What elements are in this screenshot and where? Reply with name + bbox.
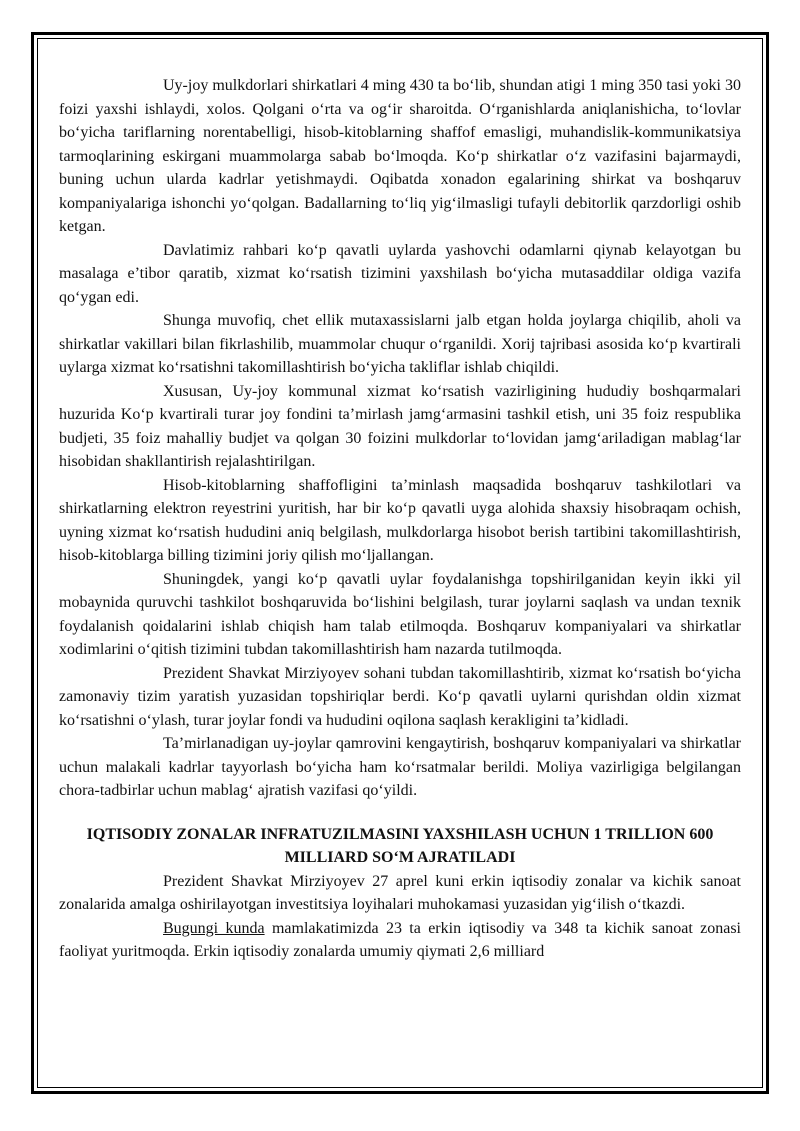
paragraph-3: Shunga muvofiq, chet ellik mutaxassislarni jalb etgan holda joylarga chiqilib, aholi va shirkatlar vakillari bilan fikrlashilib, muammolar chuqur o‘rganildi. Xorij tajribasi asosida ko‘p kvartirali uylarga xizmat ko‘rsatishni takomillashtirish bo‘yicha takliflar ishlab chiqildi. [59,312,741,376]
paragraph-2: Davlatimiz rahbari ko‘p qavatli uylarda yashovchi odamlarni qiynab kelayotgan bu masalaga e’tibor qaratib, xizmat ko‘rsatish tizimini yaxshilash bo‘yicha mutasaddilar oldiga vazifa qo‘ygan edi. [59,241,741,306]
paragraph-9: Prezident Shavkat Mirziyoyev 27 aprel kuni erkin iqtisodiy zonalar va kichik sanoat zonalarida amalga oshirilayotgan investitsiya loyihalari muhokamasi yuzasidan yig‘ilish o‘tkazdi. [59,872,741,913]
paragraph-1: Uy-joy mulkdorlari shirkatlari 4 ming 430 ta bo‘lib, shundan atigi 1 ming 350 tasi yoki 30 foizi yaxshi ishlaydi, xolos. Qolgani o‘rta va og‘ir sharoitda. O‘rganishlarda aniqlanishicha, to‘lovlar bo‘yicha tariflarning norentabelligi, hisob-kitoblarning shaffof emasligi, muhandislik-kommunikatsiya tarmoqlarining eskirgani muammolarga sabab bo‘lmoqda. Ko‘p shirkatlar o‘z vazifasini bajarmaydi, buning uchun ularda kadrlar yetishmaydi. Oqibatda xonadon egalarining shirkat va boshqaruv kompaniyalariga ishonchi yo‘qolgan. Badallarning to‘liq yig‘ilmasligi tufayli debitorlik qarzdorligi oshib ketgan. [59,77,741,235]
paragraph-5: Hisob-kitoblarning shaffofligini ta’minlash maqsadida boshqaruv tashkilotlari va shirkatlarning elektron reyestrini yuritish, har bir ko‘p qavatli uyga alohida shaxsiy hisobraqam ochish, uyning xizmat ko‘rsatish hududini aniq belgilash, mulkdorlarga hisobot berish tartibini takomillashtirish, hisob-kitoblarga billing tizimini joriy qilish mo‘ljallangan. [59,476,741,564]
section-heading: IQTISODIY ZONALAR INFRATUZILMASINI YAXSHILASH UCHUN 1 TRILLION 600 MILLIARD SO‘M AJRATILADI [86,825,714,866]
paragraph-7: Prezident Shavkat Mirziyoyev sohani tubdan takomillashtirib, xizmat ko‘rsatish bo‘yicha zamonaviy tizim yaratish yuzasidan topshiriqlar berdi. Ko‘p qavatli uylarni qurishdan oldin xizmat ko‘rsatishni o‘ylash, turar joylar fondi va hududini oqilona saqlash kerakligini ta’kidladi. [59,664,741,729]
document-body [59,74,741,964]
paragraph-10-text: mamlakatimizda 23 ta erkin iqtisodiy va 348 ta kichik sanoat zonasi faoliyat yuritmoqda. Erkin iqtisodiy zonalarda umumiy qiymati 2,6 milliard [59,919,742,960]
paragraph-10 [59,917,741,964]
paragraph-6: Shuningdek, yangi ko‘p qavatli uylar foydalanishga topshirilganidan keyin ikki yil mobaynida quruvchi tashkilot boshqaruvida bo‘lishini belgilash, turar joylarni saqlash va undan texnik foydalanish qoidalarini ishlab chiqish ham talab etilmoqda. Boshqaruv kompaniyalari va shirkatlar xodimlarini o‘qitish tizimini tubdan takomillashtirish ham nazarda tutilmoqda. [59,570,741,658]
underlined-phrase: Bugungi kunda [163,919,265,937]
paragraph-8: Ta’mirlanadigan uy-joylar qamrovini kengaytirish, boshqaruv kompaniyalari va shirkatlar uchun malakali kadrlar tayyorlash bo‘yicha ham ko‘rsatmalar berildi. Moliya vazirligiga belgilangan chora-tadbirlar uchun mablag‘ ajratish vazifasi qo‘yildi. [59,735,741,799]
paragraph-4: Xususan, Uy-joy kommunal xizmat ko‘rsatish vazirligining hududiy boshqarmalari huzurida Ko‘p kvartirali turar joy fondini ta’mirlash jamg‘armasini tashkil etish, uni 35 foiz respublika budjeti, 35 foiz mahalliy budjet va qolgan 30 foizini mulkdorlar to‘lovidan jamg‘ariladigan mablag‘lar hisobidan shakllantirish rejalashtirilgan. [59,382,741,470]
